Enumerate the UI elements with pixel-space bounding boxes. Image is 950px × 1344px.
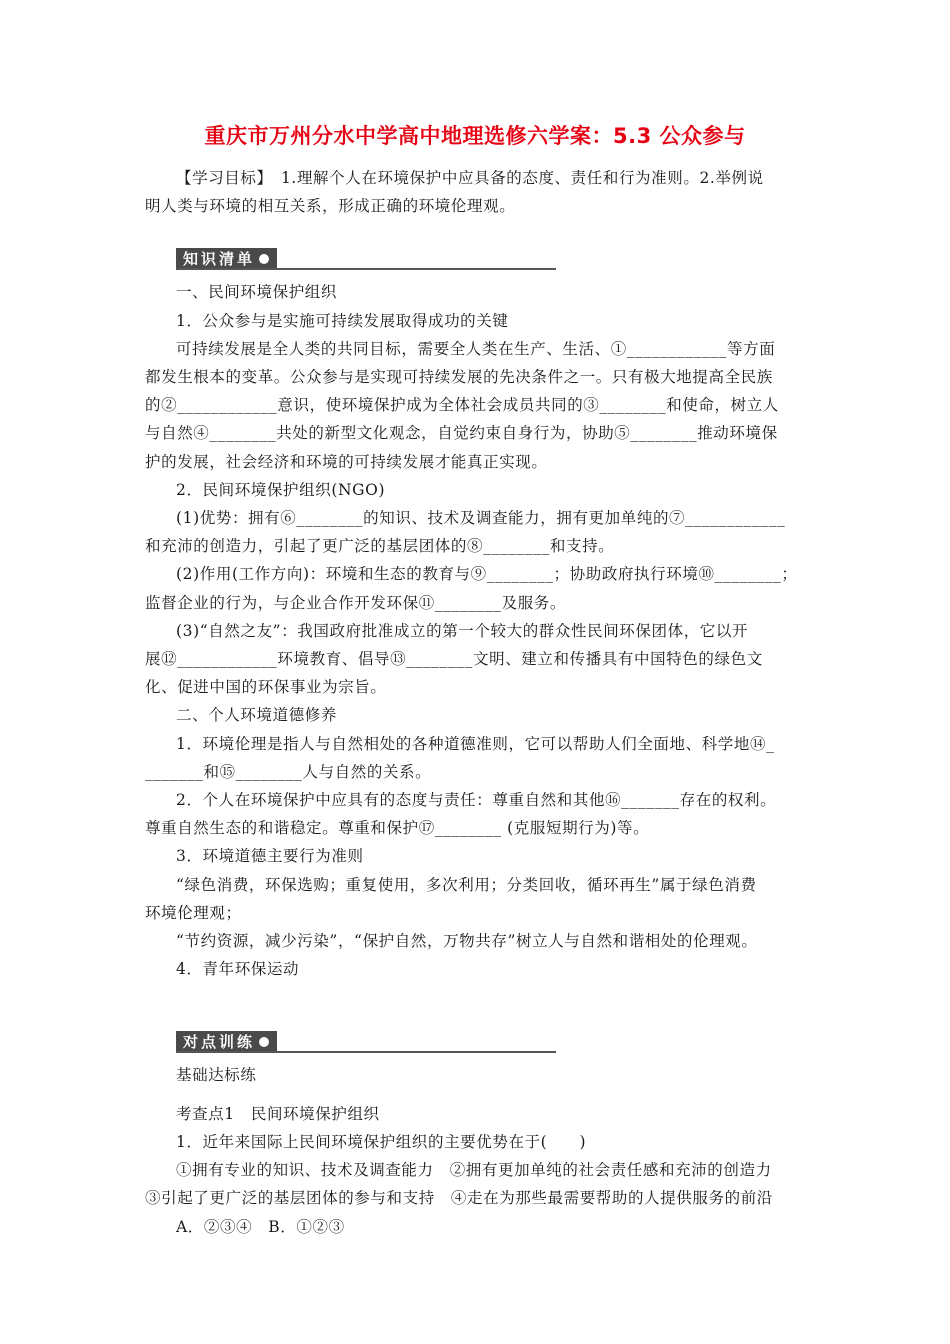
knowledge-line: 环境伦理观； — [145, 903, 242, 922]
objectives-line-2: 明人类与环境的相互关系，形成正确的环境伦理观。 — [145, 197, 516, 216]
section-header-practice — [176, 1029, 810, 1055]
knowledge-line: (2)作用(工作方向)：环境和生态的教育与⑨________；协助政府执行环境⑩________； — [176, 565, 798, 584]
section-header-label: 知识清单 — [183, 250, 256, 269]
option-line: ③引起了更广泛的基层团体的参与和支持 ④走在为那些最需要帮助的人提供服务的前沿 — [145, 1189, 773, 1208]
knowledge-line: 化、促进中国的环保事业为宗旨。 — [145, 678, 387, 697]
practice-question: 1．近年来国际上民间环境保护组织的主要优势在于( ) — [176, 1132, 587, 1151]
section-header-box — [176, 1031, 277, 1053]
option-line: ①拥有专业的知识、技术及调查能力 ②拥有更加单纯的社会责任感和充沛的创造力 — [176, 1161, 772, 1180]
knowledge-line: 和充沛的创造力，引起了更广泛的基层团体的⑧________和支持。 — [145, 537, 615, 556]
knowledge-line: 二、个人环境道德修养 — [176, 706, 338, 725]
answer-choices: A．②③④ B．①②③ — [176, 1217, 345, 1236]
section-rule — [176, 1051, 556, 1053]
knowledge-list — [145, 278, 810, 983]
knowledge-line: 的②____________意识，使环境保护成为全体社会成员共同的③________和使命，树立人 — [145, 396, 779, 415]
page-title: 重庆市万州分水中学高中地理选修六学案：5.3 公众参与 — [204, 124, 746, 148]
practice-topic: 考查点1 民间环境保护组织 — [176, 1104, 380, 1123]
knowledge-line: 3．环境道德主要行为准则 — [176, 847, 364, 866]
knowledge-line: _______和⑮________人与自然的关系。 — [145, 762, 432, 781]
knowledge-line: “绿色消费，环保选购；重复使用，多次利用；分类回收，循环再生”属于绿色消费 — [176, 875, 757, 894]
knowledge-line: “节约资源，减少污染”，“保护自然，万物共存”树立人与自然和谐相处的伦理观。 — [176, 932, 758, 951]
bullet-dot-icon — [259, 1037, 269, 1047]
section-header-box — [176, 248, 277, 270]
knowledge-line: 2．个人在环境保护中应具有的态度与责任：尊重自然和其他⑯_______存在的权利。 — [176, 791, 777, 810]
knowledge-line: 一、民间环境保护组织 — [176, 283, 338, 302]
bullet-dot-icon — [259, 254, 269, 264]
question-options — [145, 1156, 810, 1212]
section-rule — [176, 268, 556, 270]
document-body — [145, 164, 810, 1241]
knowledge-line: 2．民间环境保护组织(NGO) — [176, 480, 386, 499]
knowledge-line: 护的发展，社会经济和环境的可持续发展才能真正实现。 — [145, 452, 548, 471]
knowledge-line: 与自然④________共处的新型文化观念，自觉约束自身行为，协助⑤________推动环境保 — [145, 424, 778, 443]
knowledge-line: 1．环境伦理是指人与自然相处的各种道德准则，它可以帮助人们全面地、科学地⑭_ — [176, 734, 775, 753]
section-header-label: 对点训练 — [183, 1033, 256, 1052]
practice-subheading: 基础达标练 — [176, 1066, 257, 1085]
knowledge-line: (1)优势：拥有⑥________的知识、技术及调查能力，拥有更加单纯的⑦____________ — [176, 509, 786, 528]
knowledge-line: 1．公众参与是实施可持续发展取得成功的关键 — [176, 311, 509, 330]
knowledge-line: 展⑫____________环境教育、倡导⑬________文明、建立和传播具有中国特色的绿色文 — [145, 650, 763, 669]
knowledge-line: (3)“自然之友”：我国政府批准成立的第一个较大的群众性民间环保团体，它以开 — [176, 621, 749, 640]
knowledge-line: 4．青年环保运动 — [176, 960, 300, 979]
section-header-knowledge — [176, 246, 810, 272]
knowledge-line: 尊重自然生态的和谐稳定。尊重和保护⑰________ (克服短期行为)等。 — [145, 819, 650, 838]
objectives-line-1: 【学习目标】 1.理解个人在环境保护中应具备的态度、责任和行为准则。2.举例说 — [176, 169, 764, 187]
knowledge-line: 监督企业的行为，与企业合作开发环保⑪________及服务。 — [145, 593, 567, 612]
knowledge-line: 可持续发展是全人类的共同目标，需要全人类在生产、生活、①____________等方面 — [176, 339, 776, 358]
knowledge-line: 都发生根本的变革。公众参与是实现可持续发展的先决条件之一。只有极大地提高全民族 — [145, 368, 773, 387]
